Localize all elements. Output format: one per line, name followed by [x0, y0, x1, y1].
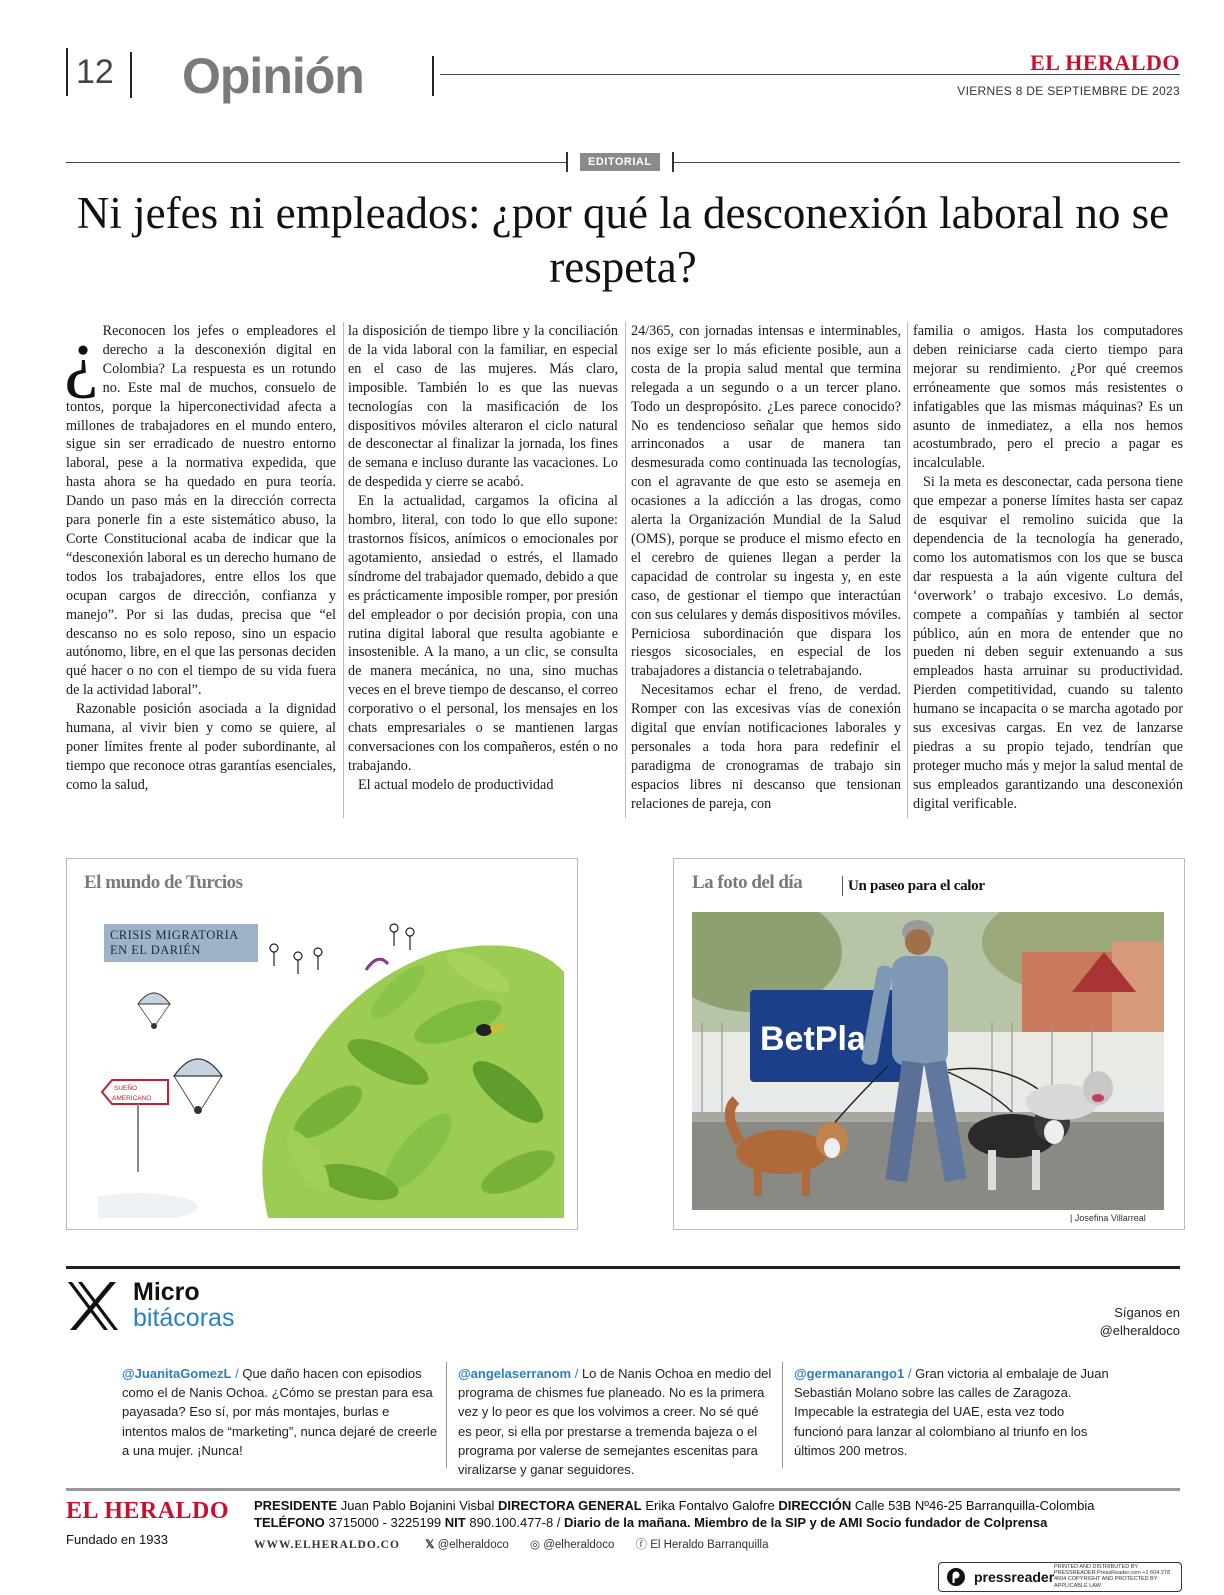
- nit-label: NIT: [444, 1515, 466, 1530]
- section-title: Opinión: [182, 48, 364, 104]
- address-label: DIRECCIÓN: [778, 1498, 852, 1513]
- cartoon-caption-label: CRISIS MIGRATORIA EN EL DARIÉN: [104, 924, 258, 962]
- paragraph: En la actualidad, cargamos la oficina al hombro, literal, con todo lo que ello supone: trastornos físicos, anímicos o emocionales por agotamiento, ansiedad o estrés, el llamado síndrome del trabajador quemado, debido a que es prácticamente imposible romper, por presión del empleador o por decisión propia, con una rutina digital laboral que resulta agobiante e insostenible. A la mano, a un clic, se consulta de manera mecánica, no una, sino muchas veces en el breve tiempo de descanso, el correo corporativo o el personal, los mensajes en los chats empresariales o se mantienen largas conversaciones con los compañeros, estén o no trabajando.: [348, 493, 618, 774]
- micro-title-b: bitácoras: [133, 1304, 235, 1332]
- tweet: [458, 1364, 774, 1479]
- column-rule: [907, 322, 908, 818]
- paragraph: 24/365, con jornadas intensas e interminables, nos exige ser lo más eficiente posible, aun a costa de la propia salud mental que termina relegada a un segundo o a un tercer plano. Todo un despropósito. ¿Les parece conocido? No es tendencioso señalar que hemos sido arrinconados a usar de manera tan desmesurada como continuada las tecnologías, con el agravante de que esto se asemeja en ocasiones a la adicción a las drogas, como alerta la Organización Mundial de la Salud (OMS), porque se produce el mismo efecto en el cerebro de quienes llegan a perder la capacidad de controlar su ingesta y, en este caso, de gestionar el tiempo que interactúan con sus celulares y demás dispositivos móviles. Perniciosa subordinación que dispara los riesgos sicosociales, en especial de los trabajadores a distancia o teletrabajando.: [631, 323, 901, 680]
- editorial-column-2: [348, 322, 618, 795]
- cartoon-title: El mundo de Turcios: [84, 872, 243, 893]
- editorial-column-3: [631, 322, 901, 814]
- pressreader-name: pressreader: [974, 1569, 1055, 1585]
- website-link[interactable]: WWW.ELHERALDO.CO: [254, 1539, 400, 1551]
- x-logo-icon: [66, 1280, 120, 1332]
- photo-title-separator: [842, 876, 843, 896]
- president-name: Juan Pablo Bojanini Visbal: [337, 1498, 499, 1513]
- pressreader-logo-icon: [946, 1567, 966, 1587]
- x-icon: 𝕏: [425, 1539, 435, 1551]
- paragraph: El actual modelo de productividad: [358, 776, 554, 793]
- paragraph: familia o amigos. Hasta los computadores deben reiniciarse cada cierto tiempo para mejorar su rendimiento. ¿Por qué creemos erróneamente que somos más resistentes o infatigables que las mismas máquinas? Es un asunto de inmediatez, a ella nos hemos acostumbrado, pero el precio a pagar es incalculable.: [913, 323, 1183, 472]
- tweet-rule: [782, 1362, 783, 1468]
- tweet-separator: /: [904, 1366, 916, 1381]
- phone-label: TELÉFONO: [254, 1515, 325, 1530]
- newspaper-logo: EL HERALDO: [1030, 50, 1180, 75]
- editorial-column-4: [913, 322, 1183, 814]
- tweet: [122, 1364, 438, 1460]
- facebook-handle[interactable]: El Heraldo Barranquilla: [650, 1539, 769, 1551]
- header-separator: [130, 52, 132, 98]
- micro-title-a: Micro: [133, 1278, 200, 1306]
- tweet-separator: /: [571, 1366, 582, 1381]
- photo-title: La foto del día: [692, 872, 803, 893]
- editorial-column-1: [64, 312, 336, 795]
- footer-rule: [66, 1488, 1180, 1491]
- facebook-icon: ⓕ: [635, 1539, 648, 1551]
- paragraph: Razonable posición asociada a la dignidad humana, al vivir bien y como se quiere, al poner límites frente al poder subordinante, al tiempo que reconoce otras garantías esenciales, como la salud,: [66, 701, 336, 793]
- editorial-tag-label: EDITORIAL: [580, 153, 660, 171]
- page-number: 12: [66, 48, 114, 96]
- paragraph: Necesitamos echar el freno, de verdad. Romper con las excesivas vías de conexión digital que envían notificaciones laborales y personales a toda hora para redefinir el paradigma de cronogramas de trabajo sin espacios libres ni descanso que tensionan relaciones de pareja, con: [631, 682, 901, 812]
- director-name: Erika Fontalvo Galofre: [641, 1498, 779, 1513]
- pressreader-note: PRINTED AND DISTRIBUTED BY PRESSREADER PressReader.com +1 604 278 4604 COPYRIGHT AND PROTECTED BY APPLICABLE LAW: [1054, 1564, 1171, 1589]
- paragraph: Si la meta es desconectar, cada persona tiene que empezar a ponerse límites hasta ser capaz de esquivar el remolino suicida que la dependencia de la tecnología ha generado, como los automatismos con los que se busca dar respuesta a la aún vigente cultura del ‘overwork’ o trabajo excesivo. Lo demás, compete a compañías y también al sector público, aún en mora de entender que no pueden ni deben seguir extenuando a sus empleados hasta arruinar su productividad. Pierden competitividad, cuando su talento humano se incapacita o se marcha agotado por sus excesivas cargas. En vez de lanzarse piedras a su propio tejado, tendrían que proteger mucho más y mejor la salud mental de sus empleados garantizando una desconexión digital verificable.: [913, 474, 1183, 812]
- tweet-handle[interactable]: @angelaserranom: [458, 1366, 572, 1381]
- issue-date: VIERNES 8 DE SEPTIEMBRE DE 2023: [957, 84, 1180, 98]
- follow-us: [1100, 1304, 1180, 1340]
- sponsor-banner-text: BetPla: [760, 1020, 866, 1058]
- paragraph: [64, 312, 336, 700]
- tweet-separator: /: [231, 1366, 243, 1381]
- director-label: DIRECTORA GENERAL: [498, 1498, 642, 1513]
- follow-label: Síganos en: [1114, 1305, 1180, 1320]
- tweet-text: Que daño hacen con episodios como el de Nanis Ochoa. ¿Cómo se prestan para esa payasada? Eso sí, por más montajes, burlas e intentos malos de “marketing”, nunca dejaré de creerle a una mujer. ¡Nunca!: [122, 1366, 438, 1458]
- photo-subtitle: Un paseo para el calor: [848, 878, 985, 894]
- masthead-line-3: [254, 1536, 769, 1552]
- founded-year: Fundado en 1933: [66, 1532, 168, 1547]
- tweet-rule: [446, 1362, 447, 1468]
- drop-cap: ¿: [64, 312, 99, 399]
- address: Calle 53B Nº46-25 Barranquilla-Colombia: [851, 1498, 1095, 1513]
- tweet: [794, 1364, 1110, 1460]
- instagram-handle[interactable]: @elheraldoco: [543, 1539, 615, 1551]
- phone: 3715000 - 3225199: [324, 1515, 445, 1530]
- editorial-headline: Ni jefes ni empleados: ¿por qué la desconexión laboral no se respeta?: [76, 188, 1170, 292]
- column-rule: [625, 322, 626, 818]
- x-handle[interactable]: @elheraldoco: [437, 1539, 509, 1551]
- nit: 890.100.477-8 /: [465, 1515, 565, 1530]
- tweet-text: Gran victoria al embalaje de Juan Sebastián Molano sobre las calles de Zaragoza. Impecable la estrategia del UAE, esta vez todo funcionó para lanzar al colombiano al triunfo en los últimos 200 metros.: [794, 1366, 1109, 1458]
- cartoon-sign-line1: SUEÑO: [114, 1085, 138, 1092]
- paragraph: la disposición de tiempo libre y la conciliación de la vida laboral con la familiar, en especial en el caso de las mujeres. Más claro, imposible. También lo es que las nuevas tecnologías con la masificación de los dispositivos móviles alteraron el ciclo natural de desconectar al finalizar la jornada, los fines de semana e incluso durante las vacaciones. Lo de despedida y cierre se acabó.: [348, 323, 618, 491]
- masthead-line-2: [254, 1515, 1047, 1530]
- instagram-icon: ◎: [529, 1539, 540, 1551]
- photo-credit: | Josefina Villarreal: [1070, 1213, 1146, 1223]
- president-label: PRESIDENTE: [254, 1498, 338, 1513]
- tweet-text: Lo de Nanis Ochoa en medio del programa de chismes fue planeado. No es la primera vez y lo peor es que los volvimos a creer. No sé qué es peor, si ella por prestarse a tremenda bajeza o el programa por valerse de semejantes escenitas para viralizarse y ganar seguidores.: [458, 1366, 772, 1478]
- follow-handle: @elheraldoco: [1099, 1323, 1180, 1338]
- footer-logo: EL HERALDO: [66, 1498, 230, 1524]
- editorial-tag: [566, 152, 674, 172]
- photo-of-the-day: [692, 912, 1164, 1210]
- header-separator: [432, 56, 434, 96]
- tweet-handle[interactable]: @JuanitaGomezL: [122, 1366, 232, 1381]
- masthead-line-1: [254, 1498, 1094, 1513]
- membership: Diario de la mañana. Miembro de la SIP y de AMI Socio fundador de Colprensa: [564, 1515, 1048, 1530]
- cartoon-sign-line2: AMERICANO: [112, 1095, 152, 1102]
- micro-section-rule: [66, 1266, 1180, 1269]
- column-rule: [343, 322, 344, 818]
- tweet-handle[interactable]: @germanarango1: [794, 1366, 905, 1381]
- paragraph-text: Reconocen los jefes o empleadores el derecho a la desconexión digital en Colombia? La respuesta es un rotundo no. Este mal de muchos, consuelo de tontos, porque la hiperconectividad afecta a millones de trabajadores en el mundo entero, sigue sin ser erradicado de nuestro entorno laboral, pese a la normativa expedida, que hasta ahora se ha quedado en pura teoría. Dando un paso más en la dirección correcta para ponerle fin a este sistemático abuso, la Corte Constitucional acaba de indicar que la “desconexión laboral es un derecho humano de todos los trabajadores, entre ellos los que ocupan cargos de dirección, confianza y manejo”. Por si las dudas, precisa que “el descanso no es solo reposo, sino un espacio autónomo, libre, en el que las personas deciden qué hacer o no con el tiempo de su vida fuera de la actividad laboral”.: [66, 323, 336, 699]
